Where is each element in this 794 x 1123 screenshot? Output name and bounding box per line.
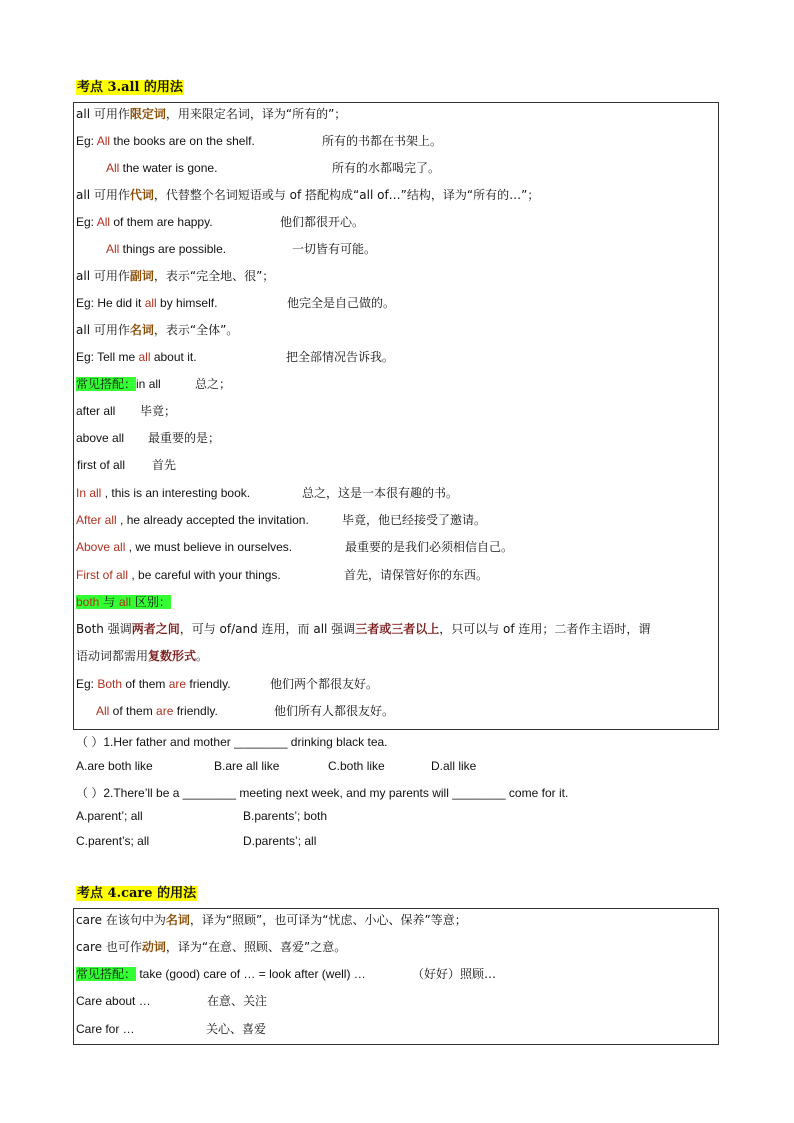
term-noun: 名词	[129, 323, 154, 337]
text: Eg:	[76, 677, 98, 691]
translation: 毕竟，他已经接受了邀请。	[342, 513, 487, 527]
term-noun: 名词	[165, 913, 190, 927]
text: 区别：	[131, 595, 171, 609]
term-between-two: 两者之间	[131, 622, 180, 636]
collocation-line	[76, 376, 161, 392]
translation: 最重要的是我们必须相信自己。	[345, 540, 514, 554]
keyword: All	[96, 215, 111, 229]
text: by himself.	[156, 296, 218, 310]
q1-option-c[interactable]: C.both like	[328, 759, 385, 773]
term-determiner: 限定词	[129, 107, 166, 121]
example-line	[76, 214, 213, 230]
keyword: Both	[97, 677, 123, 691]
keyword: all	[138, 350, 151, 364]
collocation-line	[76, 966, 366, 982]
text: things are possible.	[119, 242, 227, 256]
phrase: in all	[136, 377, 161, 391]
text: 与	[99, 595, 119, 609]
text: all 可用作	[76, 269, 130, 283]
term-pronoun: 代词	[129, 188, 154, 202]
collocation-label: 常见搭配：	[76, 377, 137, 391]
text: , he already accepted the invitation.	[116, 513, 309, 527]
both-vs-all-heading	[76, 594, 171, 610]
phrase: after all	[76, 404, 116, 418]
translation: 他完全是自己做的。	[287, 296, 396, 310]
term-verb: 动词	[141, 940, 166, 954]
phrase: Care about …	[76, 994, 151, 1008]
text: ，译为“照顾”，也可译为“忧虑、小心、保养”等意；	[189, 913, 467, 927]
translation: （好好）照顾…	[412, 967, 497, 981]
line-care-verb	[76, 939, 346, 955]
text: ，表示“全体”。	[153, 323, 239, 337]
section-4-box	[73, 908, 719, 1045]
text: , this is an interesting book.	[101, 486, 251, 500]
question-2: （ ）2.There’ll be a ________ meeting next week, and my parents will ________ come for it.	[76, 786, 569, 800]
example-line	[76, 676, 231, 692]
translation: 总之，这是一本很有趣的书。	[302, 486, 459, 500]
example-line	[76, 567, 281, 583]
keyword: All	[106, 161, 120, 175]
text: ，可与 of/and 连用，而 all 强调	[179, 622, 356, 636]
keyword: All	[106, 242, 120, 256]
line-all-adverb	[76, 268, 274, 284]
example-line	[106, 241, 226, 257]
question-1: （ ）1.Her father and mother ________ drinking black tea.	[76, 735, 388, 749]
q2-option-b[interactable]: B.parents’; both	[243, 809, 328, 823]
section-3-heading	[76, 76, 184, 95]
translation: 在意、关注	[207, 994, 268, 1008]
text: Eg:	[76, 134, 97, 148]
keyword: are	[168, 677, 187, 691]
example-line	[106, 160, 217, 176]
collocation-label: 常见搭配：	[76, 967, 137, 981]
translation: 首先，请保管好你的东西。	[344, 568, 489, 582]
keyword: All	[96, 704, 110, 718]
q2-option-d[interactable]: D.parents’; all	[243, 834, 317, 848]
translation: 他们所有人都很友好。	[274, 704, 395, 718]
text: Eg:	[76, 215, 97, 229]
keyword: Above all	[76, 540, 126, 554]
text: friendly.	[186, 677, 231, 691]
translation: 他们都很开心。	[280, 215, 365, 229]
text: all 可用作	[76, 188, 130, 202]
phrase: Care for …	[76, 1022, 135, 1036]
q2-option-a[interactable]: A.parent’; all	[76, 809, 143, 823]
keyword: All	[96, 134, 111, 148]
example-line	[76, 485, 250, 501]
text: ，代替整个名词短语或与 of 搭配构成“all of…”结构，译为“所有的…”；	[153, 188, 540, 202]
example-line	[96, 703, 218, 719]
text: of them	[109, 704, 157, 718]
keyword-both: both	[76, 595, 100, 609]
q1-option-b[interactable]: B.are all like	[214, 759, 280, 773]
text: , we must believe in ourselves.	[125, 540, 293, 554]
text: Eg: He did it	[76, 296, 145, 310]
line-care-noun	[76, 912, 467, 928]
text: all 可用作	[76, 107, 130, 121]
text: ，译为“在意、照顾、喜爱”之意。	[165, 940, 347, 954]
keyword: First of all	[76, 568, 129, 582]
keyword: all	[144, 296, 157, 310]
example-line	[76, 512, 309, 528]
section-4-heading-text: 考点 4.care 的用法	[77, 886, 197, 901]
phrase: take (good) care of … = look after (well) …	[136, 967, 366, 981]
example-line	[76, 133, 255, 149]
example-line	[76, 539, 292, 555]
line-all-pronoun	[76, 187, 539, 203]
text: care 也可作	[76, 940, 142, 954]
text: the water is gone.	[119, 161, 218, 175]
term-plural-form: 复数形式	[148, 649, 197, 663]
text: friendly.	[173, 704, 218, 718]
text: ，表示“完全地、很”；	[153, 269, 275, 283]
phrase: above all	[76, 431, 125, 445]
translation: 最重要的是；	[148, 431, 221, 445]
translation: 首先	[152, 458, 177, 472]
translation: 一切皆有可能。	[292, 242, 377, 256]
section-3-heading-text: 考点 3.all 的用法	[77, 80, 183, 95]
q2-option-c[interactable]: C.parent’s; all	[76, 834, 150, 848]
q1-option-a[interactable]: A.are both like	[76, 759, 153, 773]
section-3-box	[73, 102, 719, 730]
translation: 把全部情况告诉我。	[286, 350, 395, 364]
q1-option-d[interactable]: D.all like	[431, 759, 477, 773]
text: care 在该句中为	[76, 913, 166, 927]
keyword-all: all	[119, 595, 132, 609]
example-line	[76, 295, 217, 311]
translation: 总之；	[195, 377, 232, 391]
line-all-determiner	[76, 106, 346, 122]
phrase: first of all	[77, 458, 126, 472]
translation: 毕竟；	[140, 404, 177, 418]
text: Both 强调	[76, 622, 132, 636]
text: all 可用作	[76, 323, 130, 337]
text: of them	[122, 677, 169, 691]
translation: 所有的水都喝完了。	[332, 161, 441, 175]
line-all-noun	[76, 322, 238, 338]
text: , be careful with your things.	[128, 568, 281, 582]
section-4-heading	[76, 882, 197, 901]
example-line	[76, 349, 197, 365]
text: the books are on the shelf.	[110, 134, 255, 148]
keyword: In all	[76, 486, 102, 500]
term-three-or-more: 三者或三者以上	[355, 622, 440, 636]
translation: 所有的书都在书架上。	[322, 134, 443, 148]
keyword: are	[156, 704, 174, 718]
term-adverb: 副词	[129, 269, 154, 283]
text: 语动词都需用	[76, 649, 149, 663]
translation: 他们两个都很友好。	[270, 677, 379, 691]
text: about it.	[150, 350, 197, 364]
both-all-explanation-line1	[76, 621, 650, 637]
text: ，用来限定名词，译为“所有的”；	[165, 107, 347, 121]
text: 。	[196, 649, 209, 663]
keyword: After all	[76, 513, 117, 527]
translation: 关心、喜爱	[206, 1022, 267, 1036]
text: of them are happy.	[110, 215, 213, 229]
text: ，只可以与 of 连用；二者作主语时，谓	[439, 622, 651, 636]
both-all-explanation-line2	[76, 648, 208, 664]
text: Eg: Tell me	[76, 350, 139, 364]
